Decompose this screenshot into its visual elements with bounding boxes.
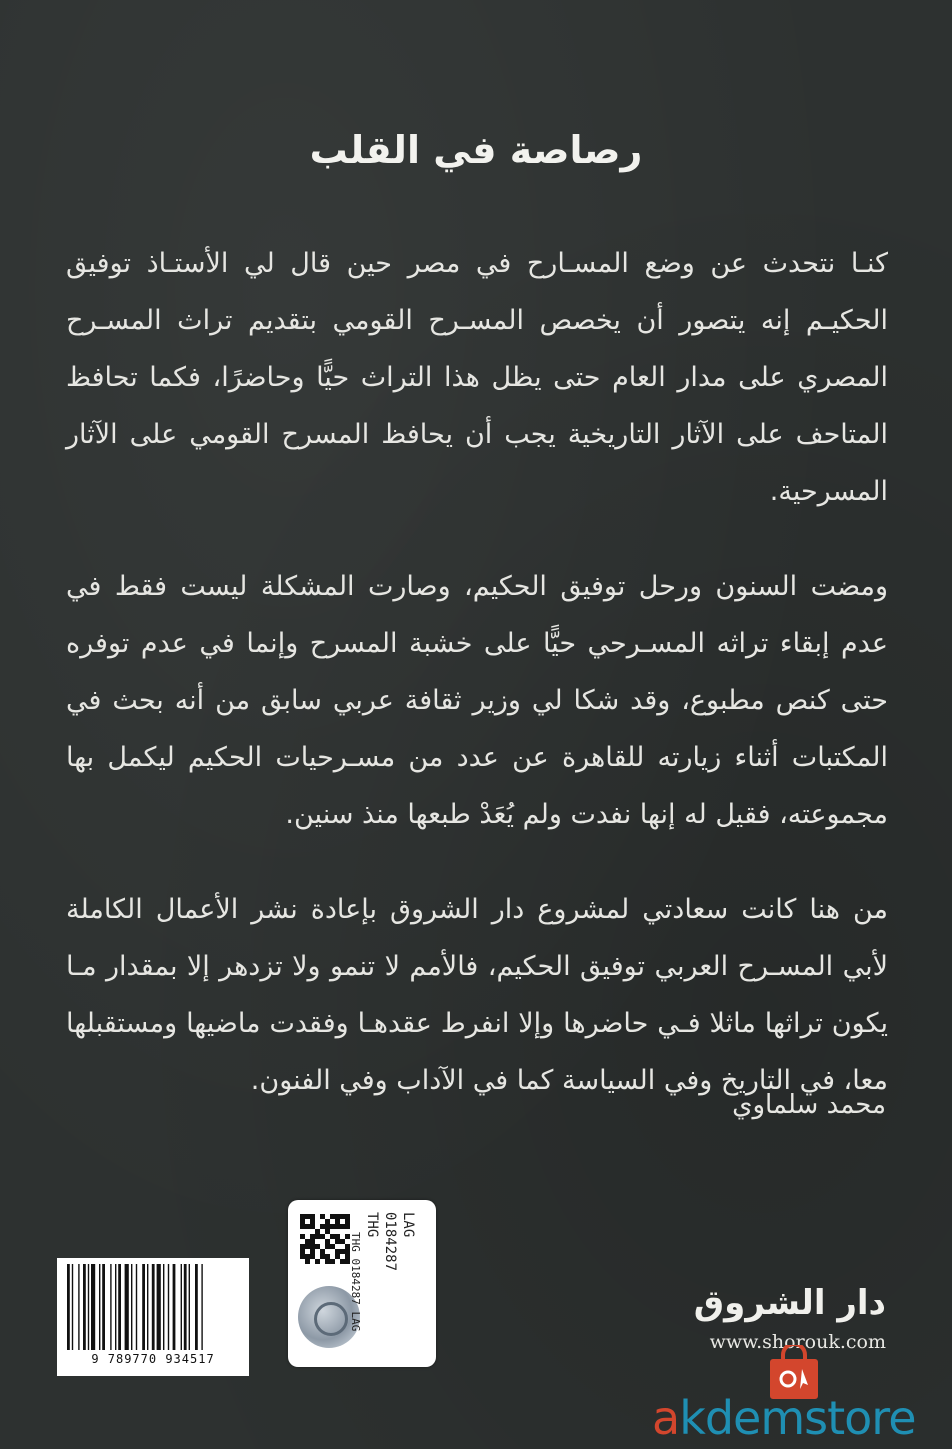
qr-module [340,1259,345,1264]
qr-module [325,1229,330,1234]
barcode-bar [147,1264,148,1350]
qr-module [330,1214,335,1219]
qr-module [305,1214,310,1219]
qr-module [310,1224,315,1229]
barcode-bar [78,1264,79,1350]
qr-module [330,1234,335,1239]
qr-module [340,1239,345,1244]
qr-module [320,1249,325,1254]
barcode-bar [118,1264,121,1350]
qr-module [310,1244,315,1249]
author-signature: محمد سلماوي [732,1090,886,1120]
qr-module [300,1219,305,1224]
isbn-barcode [57,1258,249,1376]
qr-module [325,1244,330,1249]
barcode-bar [102,1264,105,1350]
qr-module [320,1234,325,1239]
barcode-bar [152,1264,155,1350]
qr-module [330,1224,335,1229]
store-watermark [652,1393,916,1443]
qr-module [325,1254,330,1259]
barcode-bar [67,1264,70,1350]
qr-module [315,1229,320,1234]
qr-module [305,1244,310,1249]
qr-module [325,1224,330,1229]
qr-module [300,1249,305,1254]
qr-module [305,1254,310,1259]
barcode-bar [131,1264,132,1350]
qr-module [335,1234,340,1239]
qr-module [305,1259,310,1264]
qr-module [345,1219,350,1224]
qr-module [305,1239,310,1244]
sticker-code-small: THG 0184287 LAG [349,1232,362,1332]
qr-module [335,1249,340,1254]
qr-module [335,1254,340,1259]
barcode-bar [163,1264,164,1350]
barcode-bar [142,1264,145,1350]
qr-module [310,1214,315,1219]
barcode-bar [91,1264,95,1350]
store-watermark-rest: kdemstore [679,1391,916,1445]
barcode-bar [125,1264,129,1350]
barcode-bar [72,1264,73,1350]
qr-code-icon [300,1214,350,1264]
qr-module [315,1244,320,1249]
qr-module [340,1224,345,1229]
barcode-bar [110,1264,111,1350]
blurb-paragraph-1: كنـا نتحدث عن وضع المسـارح في مصر حين قال لي الأستـاذ توفيق الحكيـم إنه يتصور أن يخصص المسـرح القومي بتقديم تراث المسـرح المصري على مدار العام حتى يظل هذا التراث حيًّا وحاضرًا، فكما تحافظ المتاحف على الآثار التاريخية يجب أن يحافظ المسرح القومي على الآثار المسرحية. [66,248,888,507]
barcode-bar [181,1264,182,1350]
store-watermark-prefix: a [652,1391,680,1445]
qr-module [300,1234,305,1239]
qr-module [315,1234,320,1239]
barcode-bar [184,1264,187,1350]
qr-module [300,1224,305,1229]
barcode-bar [99,1264,100,1350]
qr-module [330,1259,335,1264]
qr-module [325,1239,330,1244]
qr-module [320,1254,325,1259]
barcode-bar [173,1264,176,1350]
qr-module [345,1214,350,1219]
qr-module [310,1239,315,1244]
qr-module [340,1249,345,1254]
qr-module [310,1234,315,1239]
barcode-bar [83,1264,86,1350]
qr-module [300,1254,305,1259]
qr-module [315,1259,320,1264]
qr-module [300,1244,305,1249]
qr-module [325,1259,330,1264]
sticker-code-number: 0184287 [382,1212,398,1272]
qr-module [345,1224,350,1229]
qr-module [340,1214,345,1219]
barcode-bars [65,1264,241,1350]
qr-module [335,1219,340,1224]
qr-module [310,1249,315,1254]
barcode-bar [168,1264,169,1350]
qr-module [335,1214,340,1219]
barcode-bar [195,1264,198,1350]
sticker-code-suffix: LAG [400,1212,416,1238]
barcode-bar [136,1264,137,1350]
blurb-paragraph-3: من هنا كانت سعادتي لمشروع دار الشروق بإعادة نشر الأعمال الكاملة لأبي المسـرح العربي توفيق الحكيم، فالأمم لا تنمو ولا تزدهر إلا بمقدار مـا يكون تراثها ماثلا فـي حاضرها وإلا انفرط عقدهـا وفقدت ماضيها ومستقبلها معا، في التاريخ وفي السياسة كما في الآداب وفي الفنون. [66,894,888,1096]
book-title: رصاصة في القلب [309,128,643,172]
qr-module [335,1224,340,1229]
qr-module [305,1224,310,1229]
barcode-bar [201,1264,202,1350]
isbn-digits: 9 789770 934517 [91,1352,215,1366]
qr-module [320,1214,325,1219]
barcode-bar [115,1264,116,1350]
publisher-logo: دار الشروق [693,1283,886,1323]
qr-module [335,1239,340,1244]
barcode-bar [88,1264,89,1350]
qr-module [310,1219,315,1224]
blurb-text [66,235,888,1147]
qr-module [330,1244,335,1249]
blurb-paragraph-2: ومضت السنون ورحل توفيق الحكيم، وصارت المشكلة ليست فقط في عدم إبقاء تراثه المسـرحي حيًّا على خشبة المسرح وإنما في عدم توفره حتى كنص مطبوع، وقد شكا لي وزير ثقافة عربي سابق من أنه بحث في المكتبات أثناء زيارته للقاهرة عن عدد من مسـرحيات الحكيم ليكمل بها مجموعته، فقيل له إنها نفدت ولم يُعَدْ طبعها منذ سنين. [66,571,888,830]
qr-module [325,1219,330,1224]
barcode-bar [157,1264,161,1350]
qr-module [300,1214,305,1219]
inventory-sticker [288,1200,436,1367]
barcode-bar [189,1264,190,1350]
qr-module [320,1224,325,1229]
sticker-code-prefix: THG [364,1212,380,1238]
publisher-url: www.shorouk.com [709,1331,886,1353]
qr-module [310,1254,315,1259]
